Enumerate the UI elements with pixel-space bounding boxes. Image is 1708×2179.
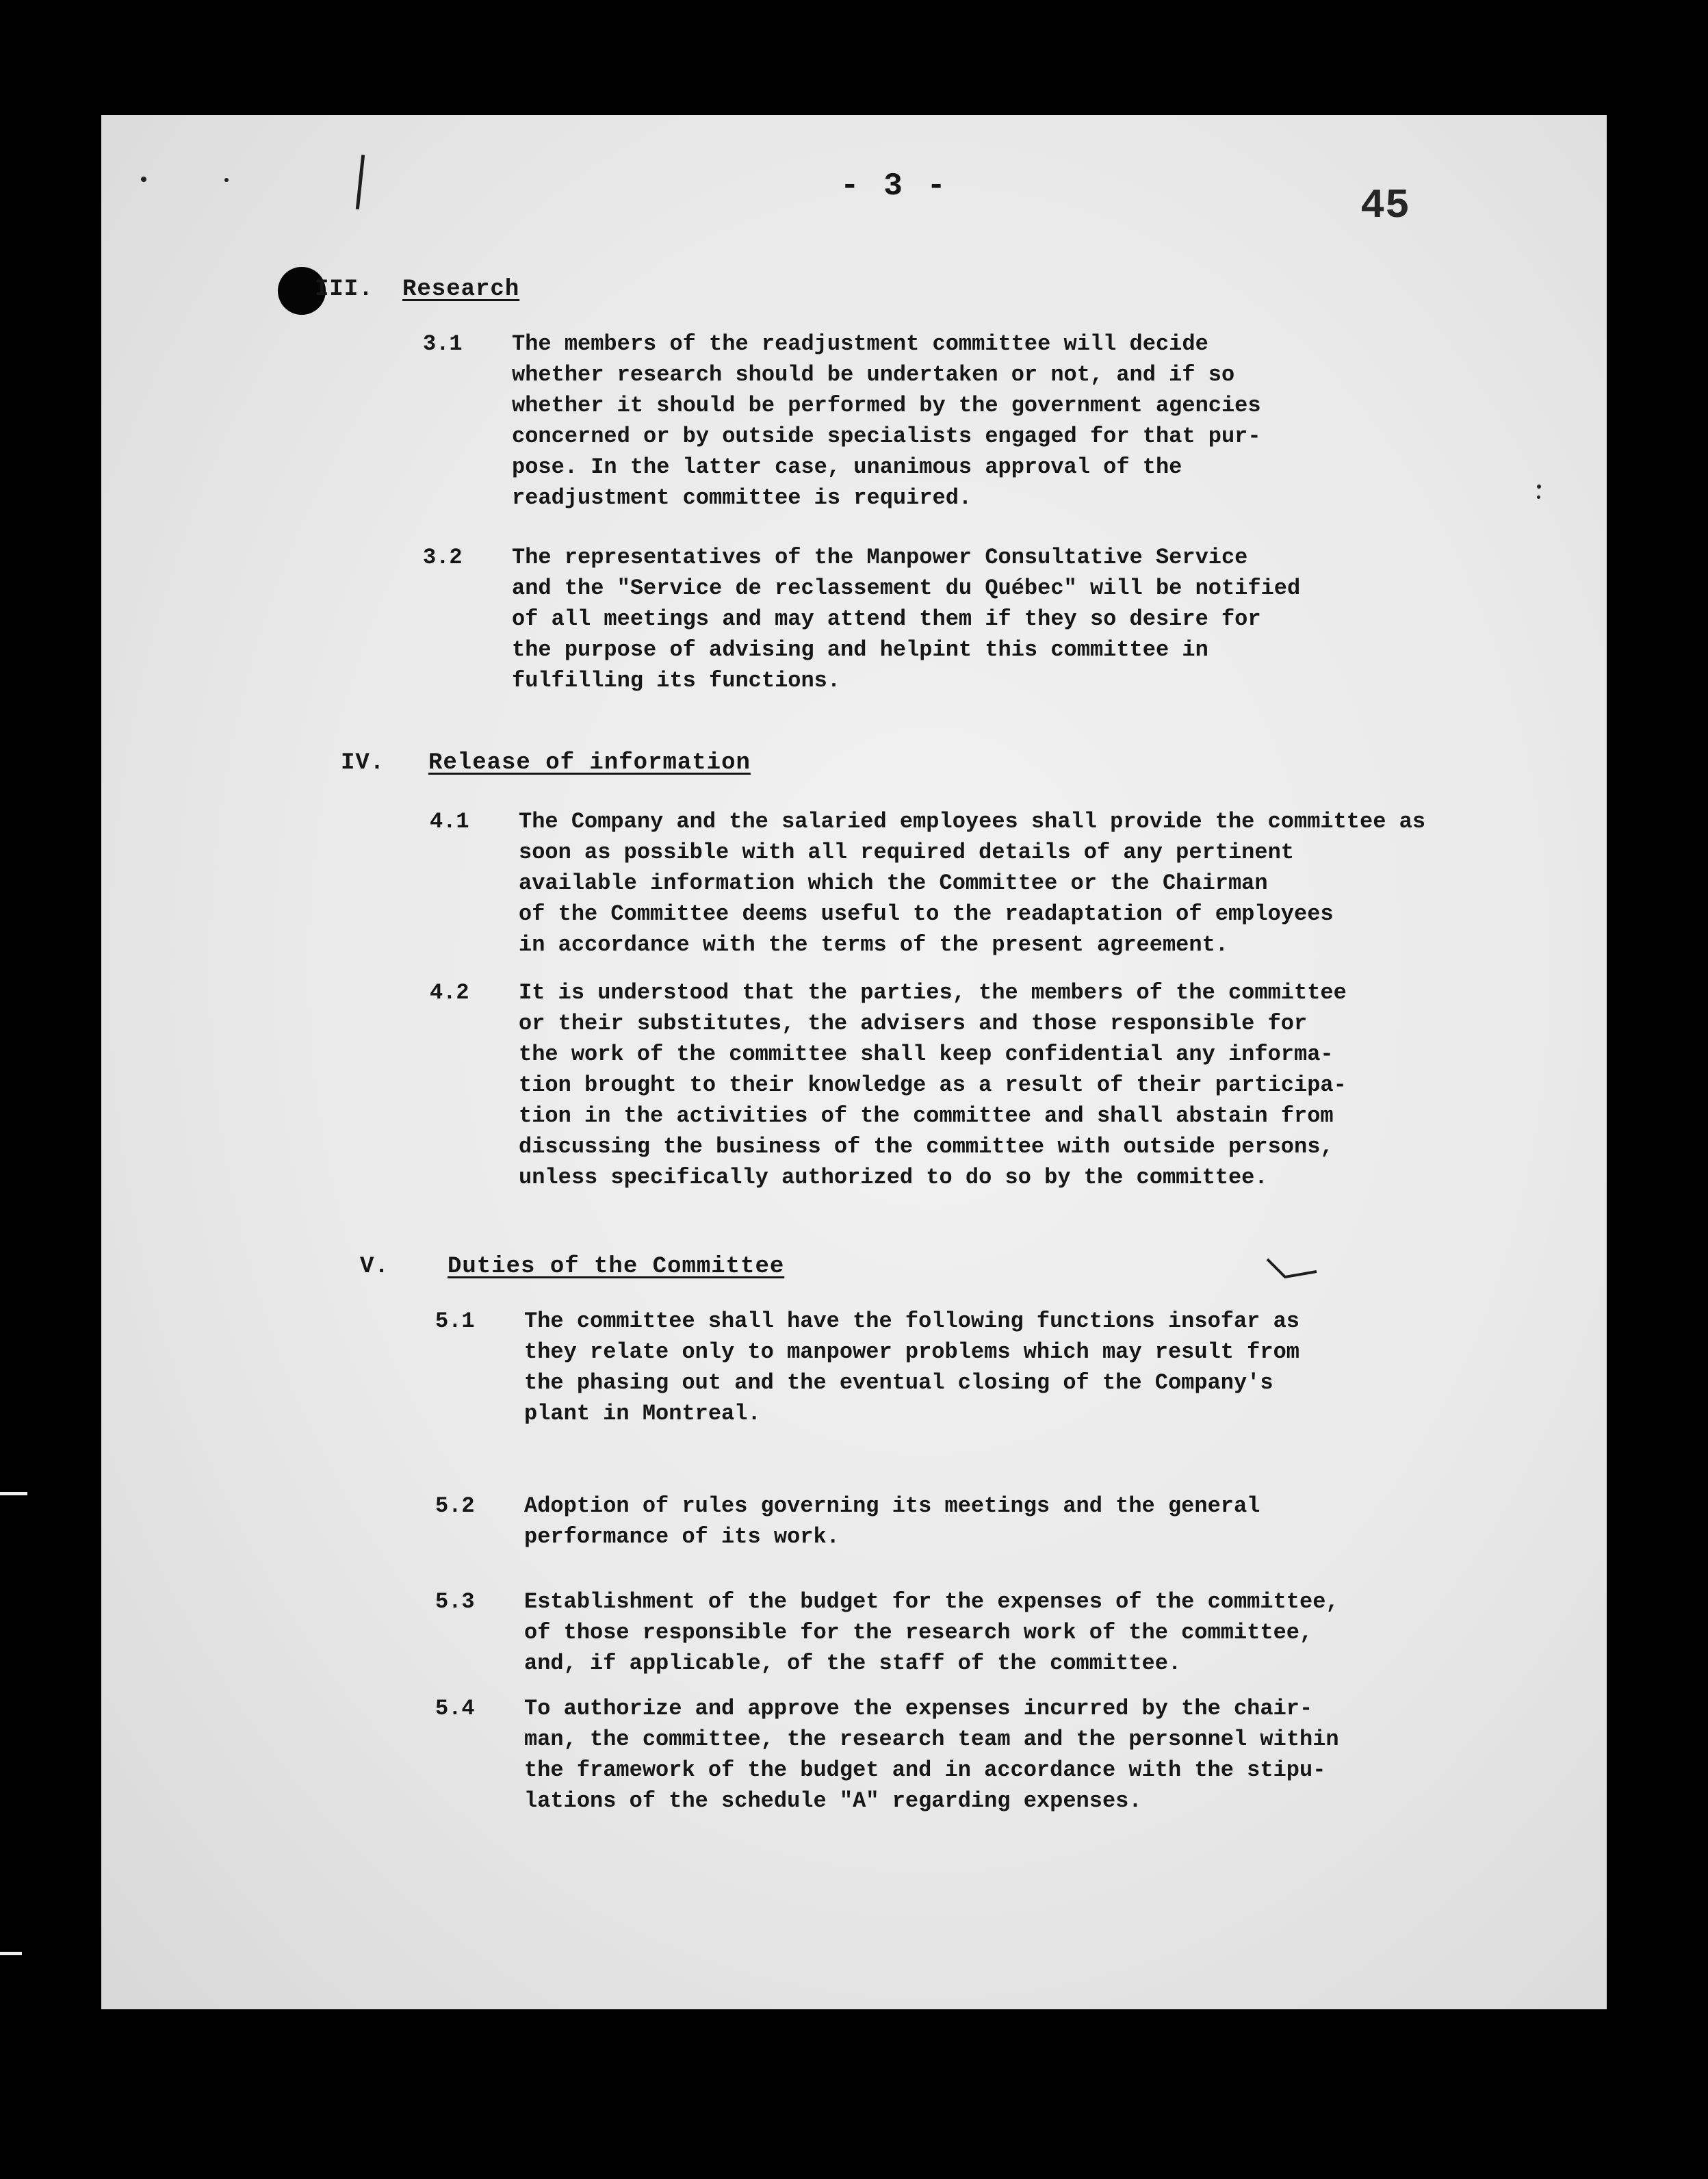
speck (141, 177, 146, 182)
paragraph-number: 5.4 (435, 1696, 475, 1721)
text-line: whether research should be undertaken or not, and if so (512, 362, 1235, 387)
text-line: or their substitutes, the advisers and those responsible for (519, 1011, 1308, 1036)
text-line: concerned or by outside specialists engaged for that pur- (512, 424, 1261, 449)
text-line: the framework of the budget and in accordance with the stipu- (524, 1757, 1326, 1783)
paragraph-text (524, 1491, 1260, 1552)
paragraph-text (512, 542, 1300, 696)
section-title: Release of information (428, 750, 751, 776)
text-line: of those responsible for the research work of the committee, (524, 1620, 1313, 1645)
paragraph-number: 4.2 (430, 980, 469, 1005)
text-line: It is understood that the parties, the members of the committee (519, 980, 1347, 1005)
paragraph-number: 5.3 (435, 1589, 475, 1614)
speck (224, 178, 229, 182)
paragraph-number: 5.1 (435, 1308, 475, 1334)
section-heading-release-of-information (341, 750, 888, 784)
text-line: The Company and the salaried employees shall provide the committee as (519, 809, 1426, 834)
text-line: in accordance with the terms of the present agreement. (519, 932, 1228, 957)
section-title: Duties of the Committee (448, 1254, 785, 1280)
text-line: pose. In the latter case, unanimous approval of the (512, 454, 1182, 480)
pen-mark (356, 155, 365, 209)
paragraph-number: 4.1 (430, 809, 469, 834)
text-line: lations of the schedule "A" regarding expenses. (524, 1788, 1142, 1814)
text-line: The committee shall have the following functions insofar as (524, 1308, 1299, 1334)
text-line: unless specifically authorized to do so by the committee. (519, 1165, 1268, 1190)
text-line: discussing the business of the committee with outside persons, (519, 1134, 1334, 1159)
paragraph-text (524, 1306, 1299, 1429)
paragraph-number: 3.2 (423, 545, 463, 570)
paragraph-text (519, 977, 1347, 1193)
text-line: plant in Montreal. (524, 1401, 761, 1426)
text-line: The members of the readjustment committee will decide (512, 331, 1208, 357)
folio-number: 45 (1360, 183, 1410, 230)
section-heading-duties-of-the-committee (360, 1254, 907, 1288)
text-line: man, the committee, the research team and the personnel within (524, 1727, 1339, 1752)
section-title: Research (402, 276, 520, 302)
text-line: tion in the activities of the committee and shall abstain from (519, 1103, 1334, 1129)
text-line: tion brought to their knowledge as a result of their participa- (519, 1072, 1347, 1098)
scan-edge-mark (0, 1492, 27, 1495)
text-line: performance of its work. (524, 1524, 840, 1549)
text-line: fulfilling its functions. (512, 668, 841, 693)
paragraph-text (512, 328, 1261, 513)
text-line: soon as possible with all required details of any pertinent (519, 840, 1294, 865)
text-line: The representatives of the Manpower Consultative Service (512, 545, 1248, 570)
text-line: available information which the Committee or the Chairman (519, 871, 1268, 896)
speck (1537, 485, 1541, 489)
text-line: they relate only to manpower problems which may result from (524, 1339, 1299, 1365)
paragraph-text (524, 1586, 1339, 1679)
paragraph-text (519, 806, 1425, 960)
speck (1537, 495, 1540, 499)
text-line: readjustment committee is required. (512, 485, 972, 511)
text-line: the work of the committee shall keep confidential any informa- (519, 1042, 1334, 1067)
text-line: of all meetings and may attend them if they so desire for (512, 606, 1261, 632)
tick-mark (1265, 1254, 1319, 1288)
section-number: V. (360, 1254, 389, 1280)
text-line: whether it should be performed by the government agencies (512, 393, 1261, 418)
section-number: III. (315, 276, 374, 302)
text-line: and the "Service de reclassement du Québec" will be notified (512, 576, 1301, 601)
text-line: Establishment of the budget for the expenses of the committee, (524, 1589, 1339, 1614)
text-line: To authorize and approve the expenses incurred by the chair- (524, 1696, 1313, 1721)
scan-edge-mark (0, 1952, 22, 1955)
section-number: IV. (341, 750, 385, 776)
text-line: the phasing out and the eventual closing of the Company's (524, 1370, 1273, 1395)
text-line: Adoption of rules governing its meetings and the general (524, 1493, 1260, 1519)
paragraph-number: 5.2 (435, 1493, 475, 1519)
page-number: - 3 - (840, 168, 949, 204)
text-line: the purpose of advising and helpint this committee in (512, 637, 1208, 662)
text-line: of the Committee deems useful to the readaptation of employees (519, 901, 1334, 927)
paragraph-number: 3.1 (423, 331, 463, 357)
paragraph-text (524, 1693, 1339, 1816)
section-heading-research (315, 276, 862, 311)
document-page (101, 115, 1607, 2009)
text-line: and, if applicable, of the staff of the committee. (524, 1651, 1182, 1676)
